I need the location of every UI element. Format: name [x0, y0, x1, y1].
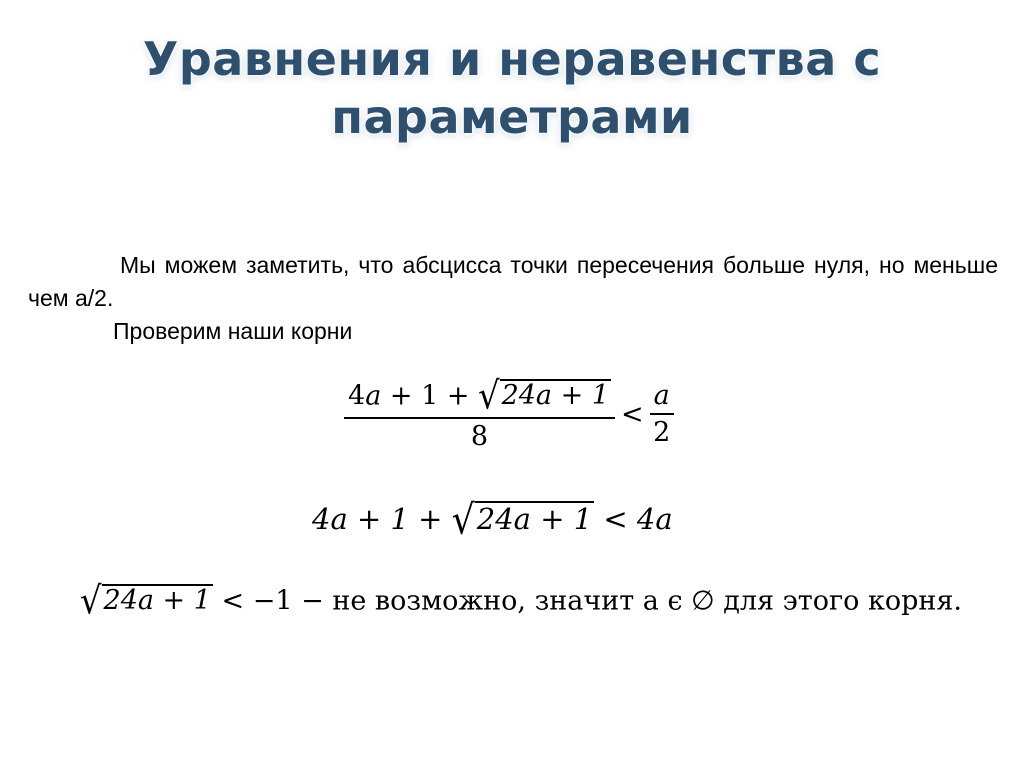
- conclusion-text: не возможно, значит а ϵ ∅ для этого корня.: [332, 585, 962, 617]
- explanation-paragraph: [28, 249, 998, 348]
- lhs-denominator: 8: [470, 421, 489, 452]
- sqrt-expression: √24a + 1: [478, 373, 609, 418]
- lhs-start: 4a + 1 +: [312, 502, 452, 537]
- rhs-fraction: [650, 380, 674, 448]
- lhs-fraction: [344, 373, 615, 452]
- rhs: < 4a: [594, 502, 673, 537]
- slide-title-line2: параметрами: [331, 90, 693, 144]
- inequality-fraction: [344, 373, 674, 452]
- lhs-numerator: 4a + 1 + √24a + 1: [344, 376, 615, 419]
- relation: < −1 −: [212, 585, 333, 617]
- rhs-denominator: 2: [653, 417, 671, 448]
- sqrt-expression: √24a + 1: [451, 495, 593, 544]
- radicand: 24a + 1: [103, 585, 211, 617]
- sqrt-expression: √24a + 1: [80, 578, 211, 623]
- check-roots-text: Проверим наши корни: [113, 318, 353, 344]
- less-than-sign: <: [621, 398, 644, 430]
- conclusion-line: [80, 578, 962, 623]
- radicand: 24a + 1: [501, 380, 609, 412]
- slide-title-line1: Уравнения и неравенства с: [142, 32, 882, 86]
- rhs-numerator: a: [650, 380, 674, 415]
- explanation-text: Мы можем заметить, что абсцисса точки пересечения больше нуля, но меньше чем а/2.: [28, 252, 998, 311]
- slide-title: [0, 30, 1024, 146]
- radicand: 24a + 1: [476, 502, 593, 537]
- inequality-simplified: [312, 495, 673, 544]
